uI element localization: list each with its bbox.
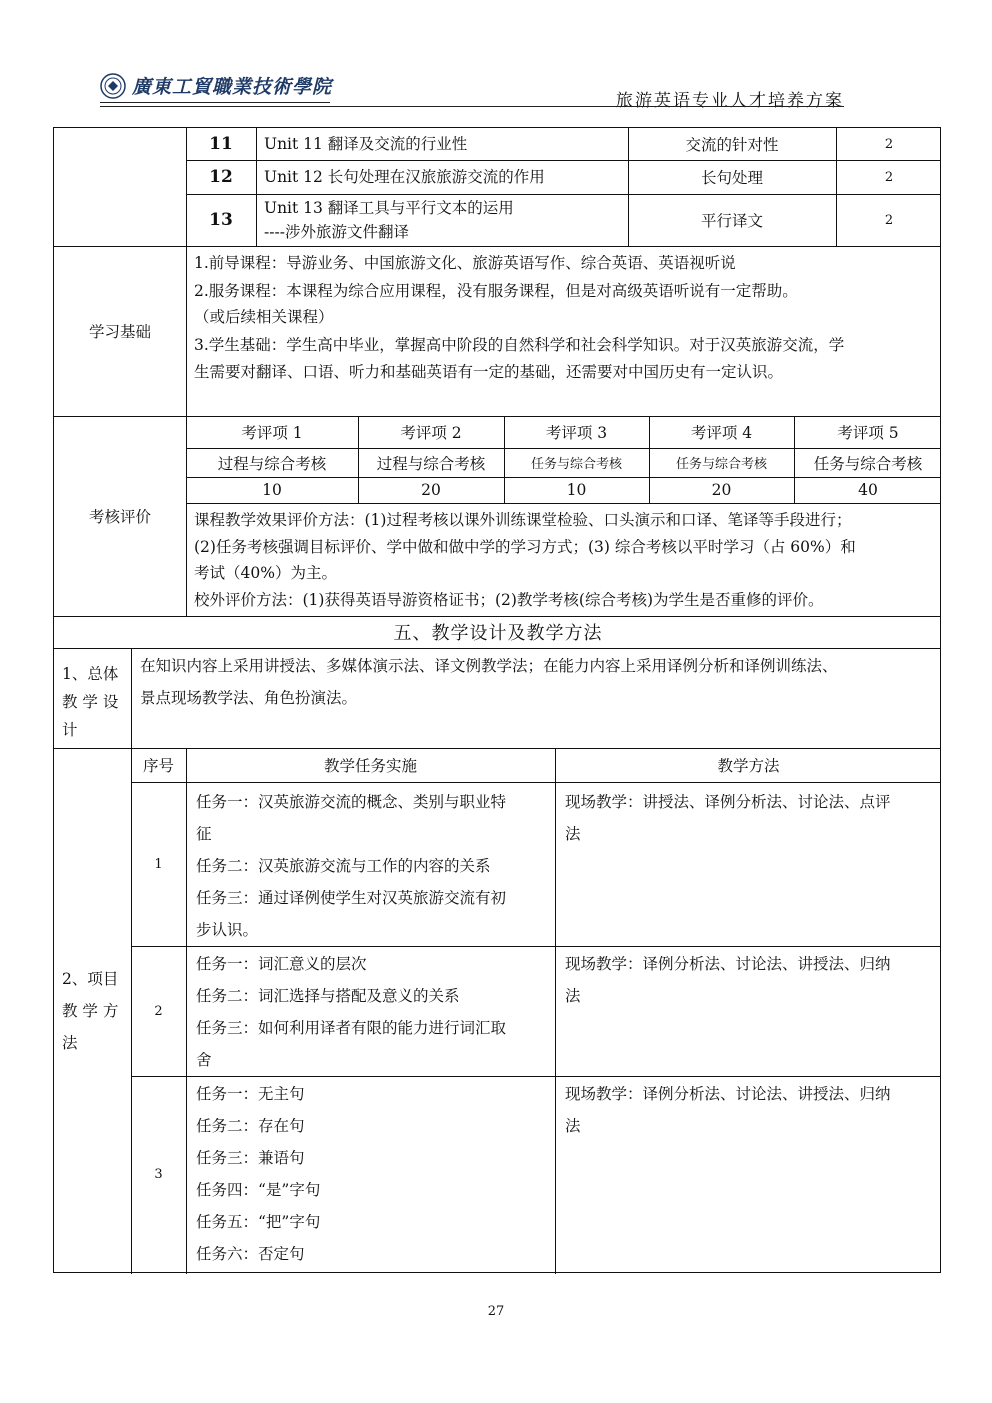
overall-design-label: 教 学 设 <box>62 693 119 711</box>
course-table <box>53 127 941 1273</box>
header-rule-short <box>100 102 330 103</box>
project-task: 任务二：存在句 <box>196 1117 305 1135</box>
section-title: 五、教学设计及教学方法 <box>393 623 603 644</box>
project-task: 任务二：词汇选择与搭配及意义的关系 <box>196 987 460 1005</box>
assessment-item-type: 过程与综合考核 <box>376 454 486 473</box>
basis-line: 1.前导课程：导游业务、中国旅游文化、旅游英语写作、综合英语、英语视听说 <box>194 254 736 272</box>
project-seq: 1 <box>154 856 163 872</box>
project-task: 任务一：词汇意义的层次 <box>196 955 367 973</box>
assessment-desc: 考试（40%）为主。 <box>194 564 337 582</box>
unit-hours: 2 <box>884 169 894 185</box>
unit-number: 11 <box>209 134 233 154</box>
assessment-item-weight: 10 <box>262 481 282 499</box>
assessment-item-type: 任务与综合考核 <box>530 457 622 472</box>
page-number: 27 <box>487 1304 505 1319</box>
unit-focus: 长句处理 <box>700 169 763 187</box>
project-task: 任务六：否定句 <box>196 1245 305 1263</box>
overall-design-text: 景点现场教学法、角色扮演法。 <box>140 689 358 707</box>
assessment-item-name: 考评项 5 <box>837 424 899 442</box>
document-title: 旅游英语专业人才培养方案 <box>616 91 844 111</box>
project-task: 任务二：汉英旅游交流与工作的内容的关系 <box>196 857 491 875</box>
project-task: 步认识。 <box>196 921 259 939</box>
unit-content: Unit 12 长句处理在汉旅旅游交流的作用 <box>264 168 545 186</box>
page-header <box>100 72 844 111</box>
col-header-task: 教学任务实施 <box>323 757 417 775</box>
header-rule <box>100 106 844 107</box>
project-task: 任务一：汉英旅游交流的概念、类别与职业特 <box>196 793 507 811</box>
project-method-label: 教 学 方 <box>62 1002 119 1020</box>
school-seal-icon <box>100 73 126 99</box>
basis-line: 3.学生基础：学生高中毕业，掌握高中阶段的自然科学和社会科学知识。对于汉英旅游交流，学 <box>194 336 845 354</box>
project-method: 法 <box>565 825 581 843</box>
overall-design-label: 计 <box>62 721 78 739</box>
assessment-desc: (2)任务考核强调目标评价、学中做和做中学的学习方式；(3) 综合考核以平时学习（占 60%）和 <box>194 538 856 556</box>
assessment-item-type: 过程与综合考核 <box>217 454 327 473</box>
project-method-label: 法 <box>62 1034 78 1052</box>
unit-focus: 平行译文 <box>700 212 763 230</box>
project-method: 现场教学：译例分析法、讨论法、讲授法、归纳 <box>565 1085 891 1103</box>
unit-number: 13 <box>209 210 233 230</box>
project-method-label: 2、项目 <box>62 970 119 988</box>
assessment-desc: 课程教学效果评价方法：(1)过程考核以课外训练课堂检验、口头演示和口译、笔译等手段进行； <box>194 511 852 529</box>
basis-label: 学习基础 <box>88 323 151 341</box>
unit-content-line2: ----涉外旅游文件翻译 <box>264 223 409 241</box>
project-task: 任务四：“是”字句 <box>196 1181 321 1199</box>
unit-content: Unit 11 翻译及交流的行业性 <box>264 135 468 153</box>
basis-line: 生需要对翻译、口语、听力和基础英语有一定的基础，还需要对中国历史有一定认识。 <box>194 363 784 381</box>
project-task: 任务五：“把”字句 <box>196 1213 321 1231</box>
assessment-item-name: 考评项 1 <box>241 424 303 442</box>
project-task: 征 <box>196 825 212 843</box>
unit-focus: 交流的针对性 <box>685 136 779 154</box>
assessment-item-type: 任务与综合考核 <box>675 457 767 472</box>
col-header-method: 教学方法 <box>717 757 780 775</box>
unit-number: 12 <box>209 167 233 187</box>
project-seq: 3 <box>154 1166 163 1182</box>
assessment-item-name: 考评项 2 <box>400 424 462 442</box>
project-task: 任务三：通过译例使学生对汉英旅游交流有初 <box>196 889 507 907</box>
project-method: 法 <box>565 987 581 1005</box>
assessment-item-type: 任务与综合考核 <box>813 454 923 473</box>
assessment-item-weight: 20 <box>711 481 732 499</box>
project-task: 舍 <box>196 1051 212 1069</box>
assessment-item-weight: 40 <box>858 481 878 499</box>
basis-line: （或后续相关课程） <box>194 308 334 326</box>
unit-hours: 2 <box>884 136 894 152</box>
assessment-item-name: 考评项 3 <box>545 424 608 442</box>
assessment-item-name: 考评项 4 <box>690 424 753 442</box>
project-method: 现场教学：讲授法、译例分析法、讨论法、点评 <box>565 793 891 811</box>
basis-line: 2.服务课程：本课程为综合应用课程，没有服务课程，但是对高级英语听说有一定帮助。 <box>194 282 798 300</box>
assessment-item-weight: 20 <box>421 481 441 499</box>
project-task: 任务一：无主句 <box>196 1085 305 1103</box>
overall-design-text: 在知识内容上采用讲授法、多媒体演示法、译文例教学法；在能力内容上采用译例分析和译例训练法、 <box>140 657 838 675</box>
overall-design-label: 1、总体 <box>62 665 119 683</box>
assessment-item-weight: 10 <box>566 481 587 499</box>
unit-content: Unit 13 翻译工具与平行文本的运用 <box>264 199 514 217</box>
project-method: 现场教学：译例分析法、讨论法、讲授法、归纳 <box>565 955 891 973</box>
project-task: 任务三：兼语句 <box>196 1149 305 1167</box>
school-logo <box>100 72 332 99</box>
col-header-seq: 序号 <box>142 757 174 775</box>
project-method: 法 <box>565 1117 581 1135</box>
assessment-label: 考核评价 <box>88 508 151 526</box>
project-seq: 2 <box>154 1003 163 1019</box>
project-task: 任务三：如何利用译者有限的能力进行词汇取 <box>196 1019 507 1037</box>
unit-hours: 2 <box>884 212 894 228</box>
assessment-desc: 校外评价方法：(1)获得英语导游资格证书；(2)教学考核(综合考核)为学生是否重修的评价。 <box>194 591 824 609</box>
school-name: 廣東工貿職業技術學院 <box>132 76 333 98</box>
